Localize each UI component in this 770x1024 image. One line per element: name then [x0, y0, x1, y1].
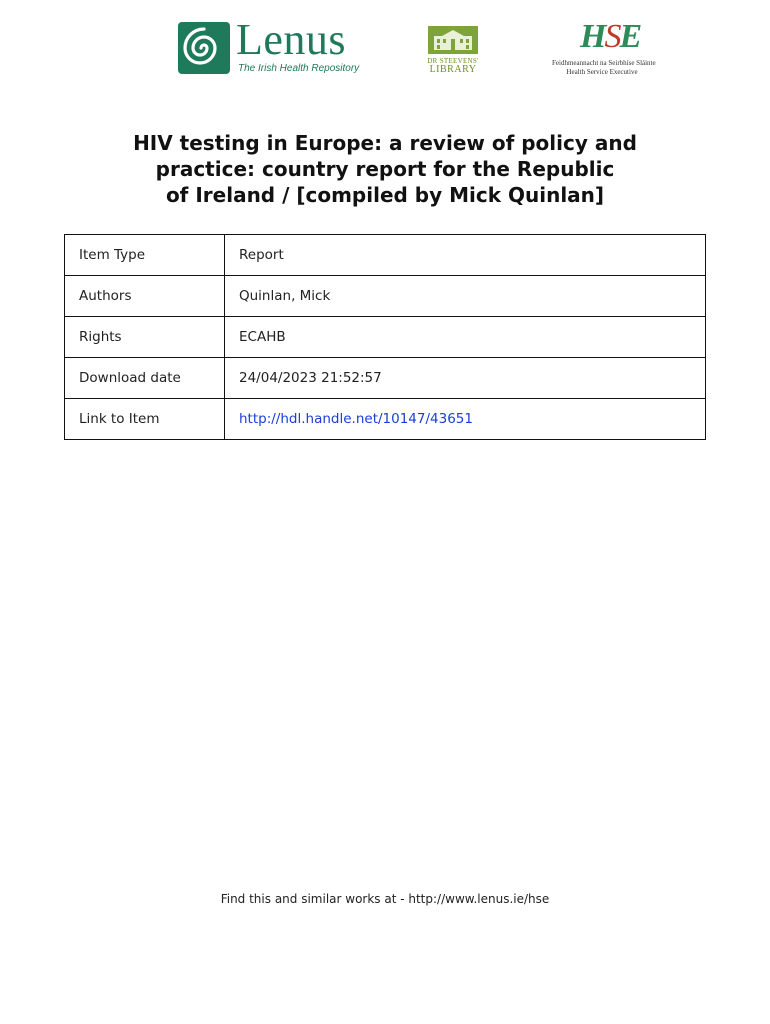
library-building-icon [426, 24, 480, 56]
metadata-label: Rights [65, 317, 225, 358]
title-line: practice: country report for the Republic [155, 157, 615, 181]
lenus-logo[interactable] [178, 15, 363, 78]
title-line: HIV testing in Europe: a review of policy and [133, 131, 637, 155]
lenus-spiral-icon [178, 22, 230, 74]
metadata-value: Quinlan, Mick [225, 276, 706, 317]
steevens-line2: LIBRARY [429, 64, 477, 75]
title-line: of Ireland / [compiled by Mick Quinlan] [165, 183, 605, 207]
table-row [65, 358, 706, 399]
table-row [65, 235, 706, 276]
steevens-library-logo[interactable] [426, 24, 480, 76]
hse-irish-name: Feidhmeannacht na Seirbhíse Sláinte [552, 59, 656, 67]
metadata-value: Report [225, 235, 706, 276]
hse-english-name: Health Service Executive [566, 68, 638, 76]
table-row [65, 317, 706, 358]
metadata-label: Authors [65, 276, 225, 317]
lenus-tagline: The Irish Health Repository [238, 63, 360, 74]
logo-bar [0, 15, 770, 80]
item-link[interactable]: http://hdl.handle.net/10147/43651 [239, 411, 473, 427]
table-row [65, 276, 706, 317]
lenus-name: Lenus [236, 15, 347, 64]
table-row [65, 399, 706, 440]
metadata-label: Download date [65, 358, 225, 399]
metadata-label: Item Type [65, 235, 225, 276]
metadata-label: Link to Item [65, 399, 225, 440]
steevens-line1: DR STEEVENS' [427, 57, 479, 65]
metadata-value [225, 399, 706, 440]
metadata-value: 24/04/2023 21:52:57 [225, 358, 706, 399]
document-title [85, 130, 685, 208]
metadata-table [64, 234, 706, 440]
hse-mark: HSE [580, 18, 641, 55]
metadata-value: ECAHB [225, 317, 706, 358]
hse-logo[interactable] [552, 18, 656, 80]
footer-text: Find this and similar works at - http://www.lenus.ie/hse [220, 892, 550, 906]
